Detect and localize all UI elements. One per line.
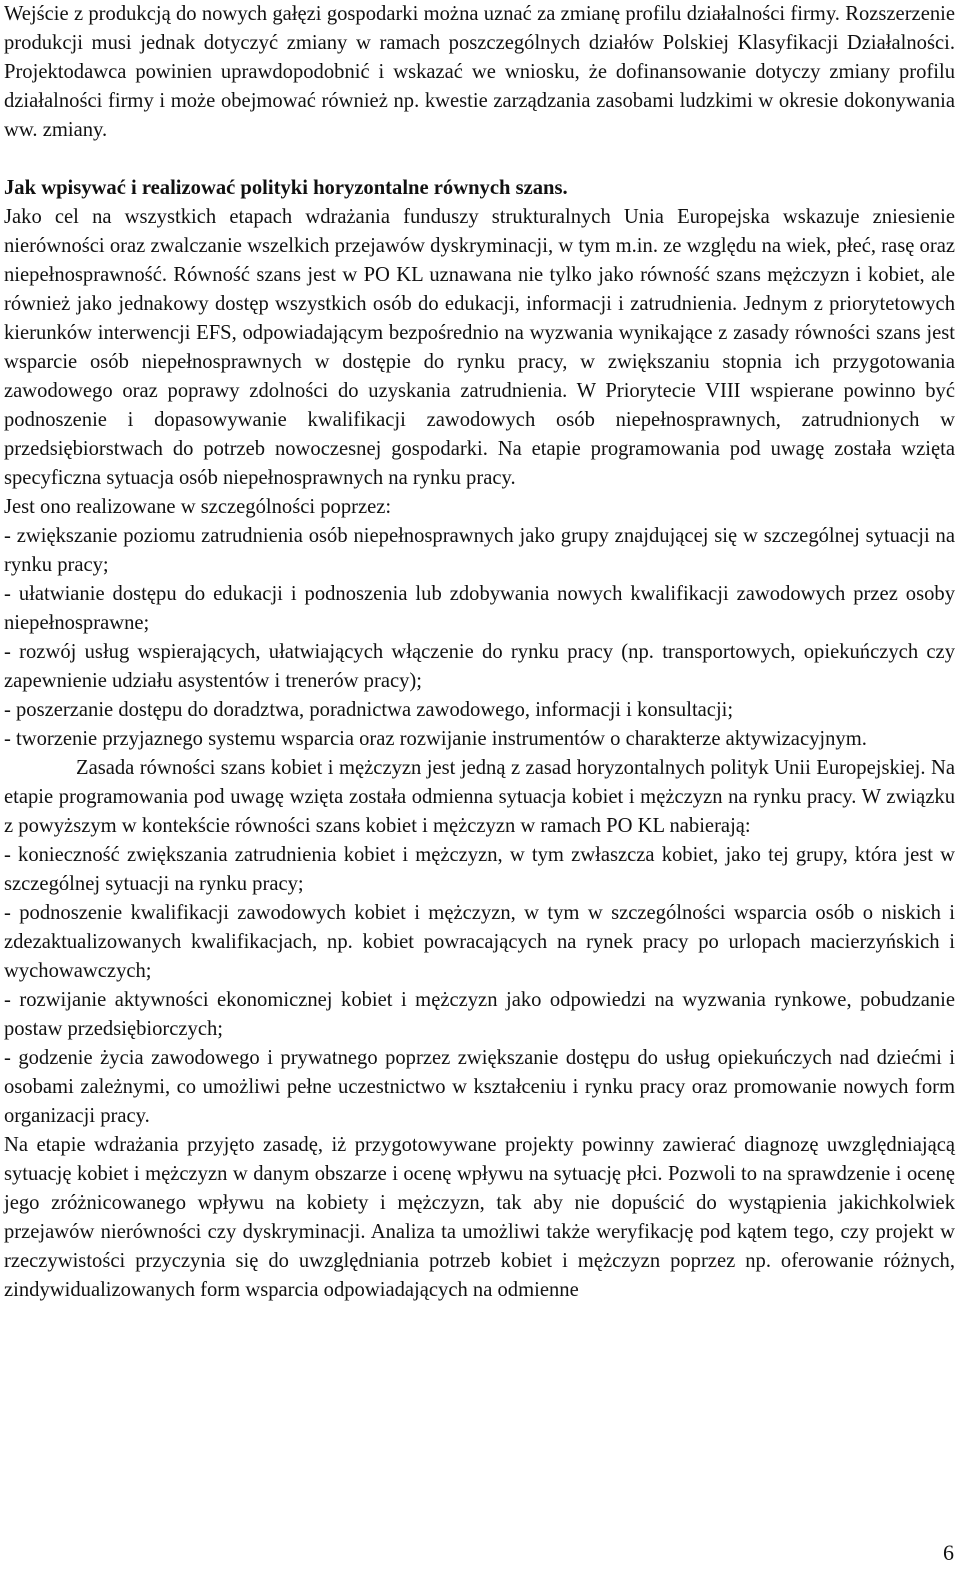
list-item-gender-2: - podnoszenie kwalifikacji zawodowych kobiet i mężczyzn, w tym w szczególności wsparcia osób o niskich i zdezaktualizowanych kwalifikacjach, np. kobiet powracających na rynek pracy po urlopach macierzyńskich i wychowawczych; <box>4 902 955 982</box>
document-body <box>4 0 955 1305</box>
page-number: 6 <box>943 1540 954 1565</box>
list-item-disability-2: - ułatwianie dostępu do edukacji i podnoszenia lub zdobywania nowych kwalifikacji zawodowych przez osoby niepełnosprawne; <box>4 583 955 634</box>
list-item-gender-3: - rozwijanie aktywności ekonomicznej kobiet i mężczyzn jako odpowiedzi na wyzwania rynkowe, pobudzanie postaw przedsiębiorczych; <box>4 989 955 1040</box>
paragraph-gender-equality: Zasada równości szans kobiet i mężczyzn jest jedną z zasad horyzontalnych polityk Unii Europejskiej. Na etapie programowania pod uwagę wzięta została odmienna sytuacja kobiet i mężczyzn na rynku pracy. W związku z powyższym w kontekście równości szans kobiet i mężczyzn w ramach PO KL nabierają: <box>4 757 955 837</box>
list-item-disability-3: - rozwój usług wspierających, ułatwiających włączenie do rynku pracy (np. transportowych, opiekuńczych czy zapewnienie udziału asystentów i trenerów pracy); <box>4 641 955 692</box>
section-heading: Jak wpisywać i realizować polityki horyzontalne równych szans. <box>4 177 568 199</box>
list-item-disability-5: - tworzenie przyjaznego systemu wsparcia oraz rozwijanie instrumentów o charakterze aktywizacyjnym. <box>4 728 867 750</box>
paragraph-realization-intro: Jest ono realizowane w szczególności poprzez: <box>4 496 392 518</box>
paragraph-profile-change: Wejście z produkcją do nowych gałęzi gospodarki można uznać za zmianę profilu działalności firmy. Rozszerzenie produkcji musi jednak dotyczyć zmiany w ramach poszczególnych działów Polskiej Klasyfikacji Działalności. Projektodawca powinien uprawdopodobnić i wskazać we wniosku, że dofinansowanie dotyczy zmiany profilu działalności firmy i może obejmować również np. kwestie zarządzania zasobami ludzkimi w okresie dokonywania ww. zmiany. <box>4 3 955 141</box>
list-item-gender-1: - konieczność zwiększania zatrudnienia kobiet i mężczyzn, w tym zwłaszcza kobiet, jako tej grupy, która jest w szczególnej sytuacji na rynku pracy; <box>4 844 955 895</box>
paragraph-implementation: Na etapie wdrażania przyjęto zasadę, iż przygotowywane projekty powinny zawierać diagnozę uwzględniającą sytuację kobiet i mężczyzn w danym obszarze i ocenę wpływu na sytuację płci. Pozwoli to na sprawdzenie i ocenę jego zróżnicowanego wpływu na kobiety i mężczyzn, tak aby nie dopuścić do wystąpienia jakichkolwiek przejawów nierówności czy dyskryminacji. Analiza ta umożliwi także weryfikację pod kątem tego, czy projekt w rzeczywistości przyczynia się do uwzględniania potrzeb kobiet i mężczyzn poprzez np. oferowanie różnych, zindywidualizowanych form wsparcia odpowiadających na odmienne <box>4 1134 955 1301</box>
list-item-disability-1: - zwiększanie poziomu zatrudnienia osób niepełnosprawnych jako grupy znajdującej się w szczególnej sytuacji na rynku pracy; <box>4 525 955 576</box>
list-item-gender-4: - godzenie życia zawodowego i prywatnego poprzez zwiększanie dostępu do usług opiekuńczych nad dziećmi i osobami zależnymi, co umożliwi pełne uczestnictwo w kształceniu i rynku pracy oraz promowanie nowych form organizacji pracy. <box>4 1047 955 1127</box>
paragraph-equal-opportunities: Jako cel na wszystkich etapach wdrażania funduszy strukturalnych Unia Europejska wskazuje zniesienie nierówności oraz zwalczanie wszelkich przejawów dyskryminacji, w tym m.in. ze względu na wiek, płeć, rasę oraz niepełnosprawność. Równość szans jest w PO KL uznawana nie tylko jako równość szans mężczyzn i kobiet, ale również jako jednakowy dostęp wszystkich osób do edukacji, informacji i zatrudnienia. Jednym z priorytetowych kierunków interwencji EFS, odpowiadającym bezpośrednio na wyzwania wynikające z zasady równości szans jest wsparcie osób niepełnosprawnych w dostępie do rynku pracy, w zwiększaniu stopnia ich przygotowania zawodowego oraz poprawy zdolności do uzyskania zatrudnienia. W Priorytecie VIII wspierane powinno być podnoszenie i dopasowywanie kwalifikacji zawodowych osób niepełnosprawnych, zatrudnionych w przedsiębiorstwach do potrzeb nowoczesnej gospodarki. Na etapie programowania pod uwagę została wzięta specyficzna sytuacja osób niepełnosprawnych na rynku pracy. <box>4 206 955 489</box>
list-item-disability-4: - poszerzanie dostępu do doradztwa, poradnictwa zawodowego, informacji i konsultacji; <box>4 699 734 721</box>
